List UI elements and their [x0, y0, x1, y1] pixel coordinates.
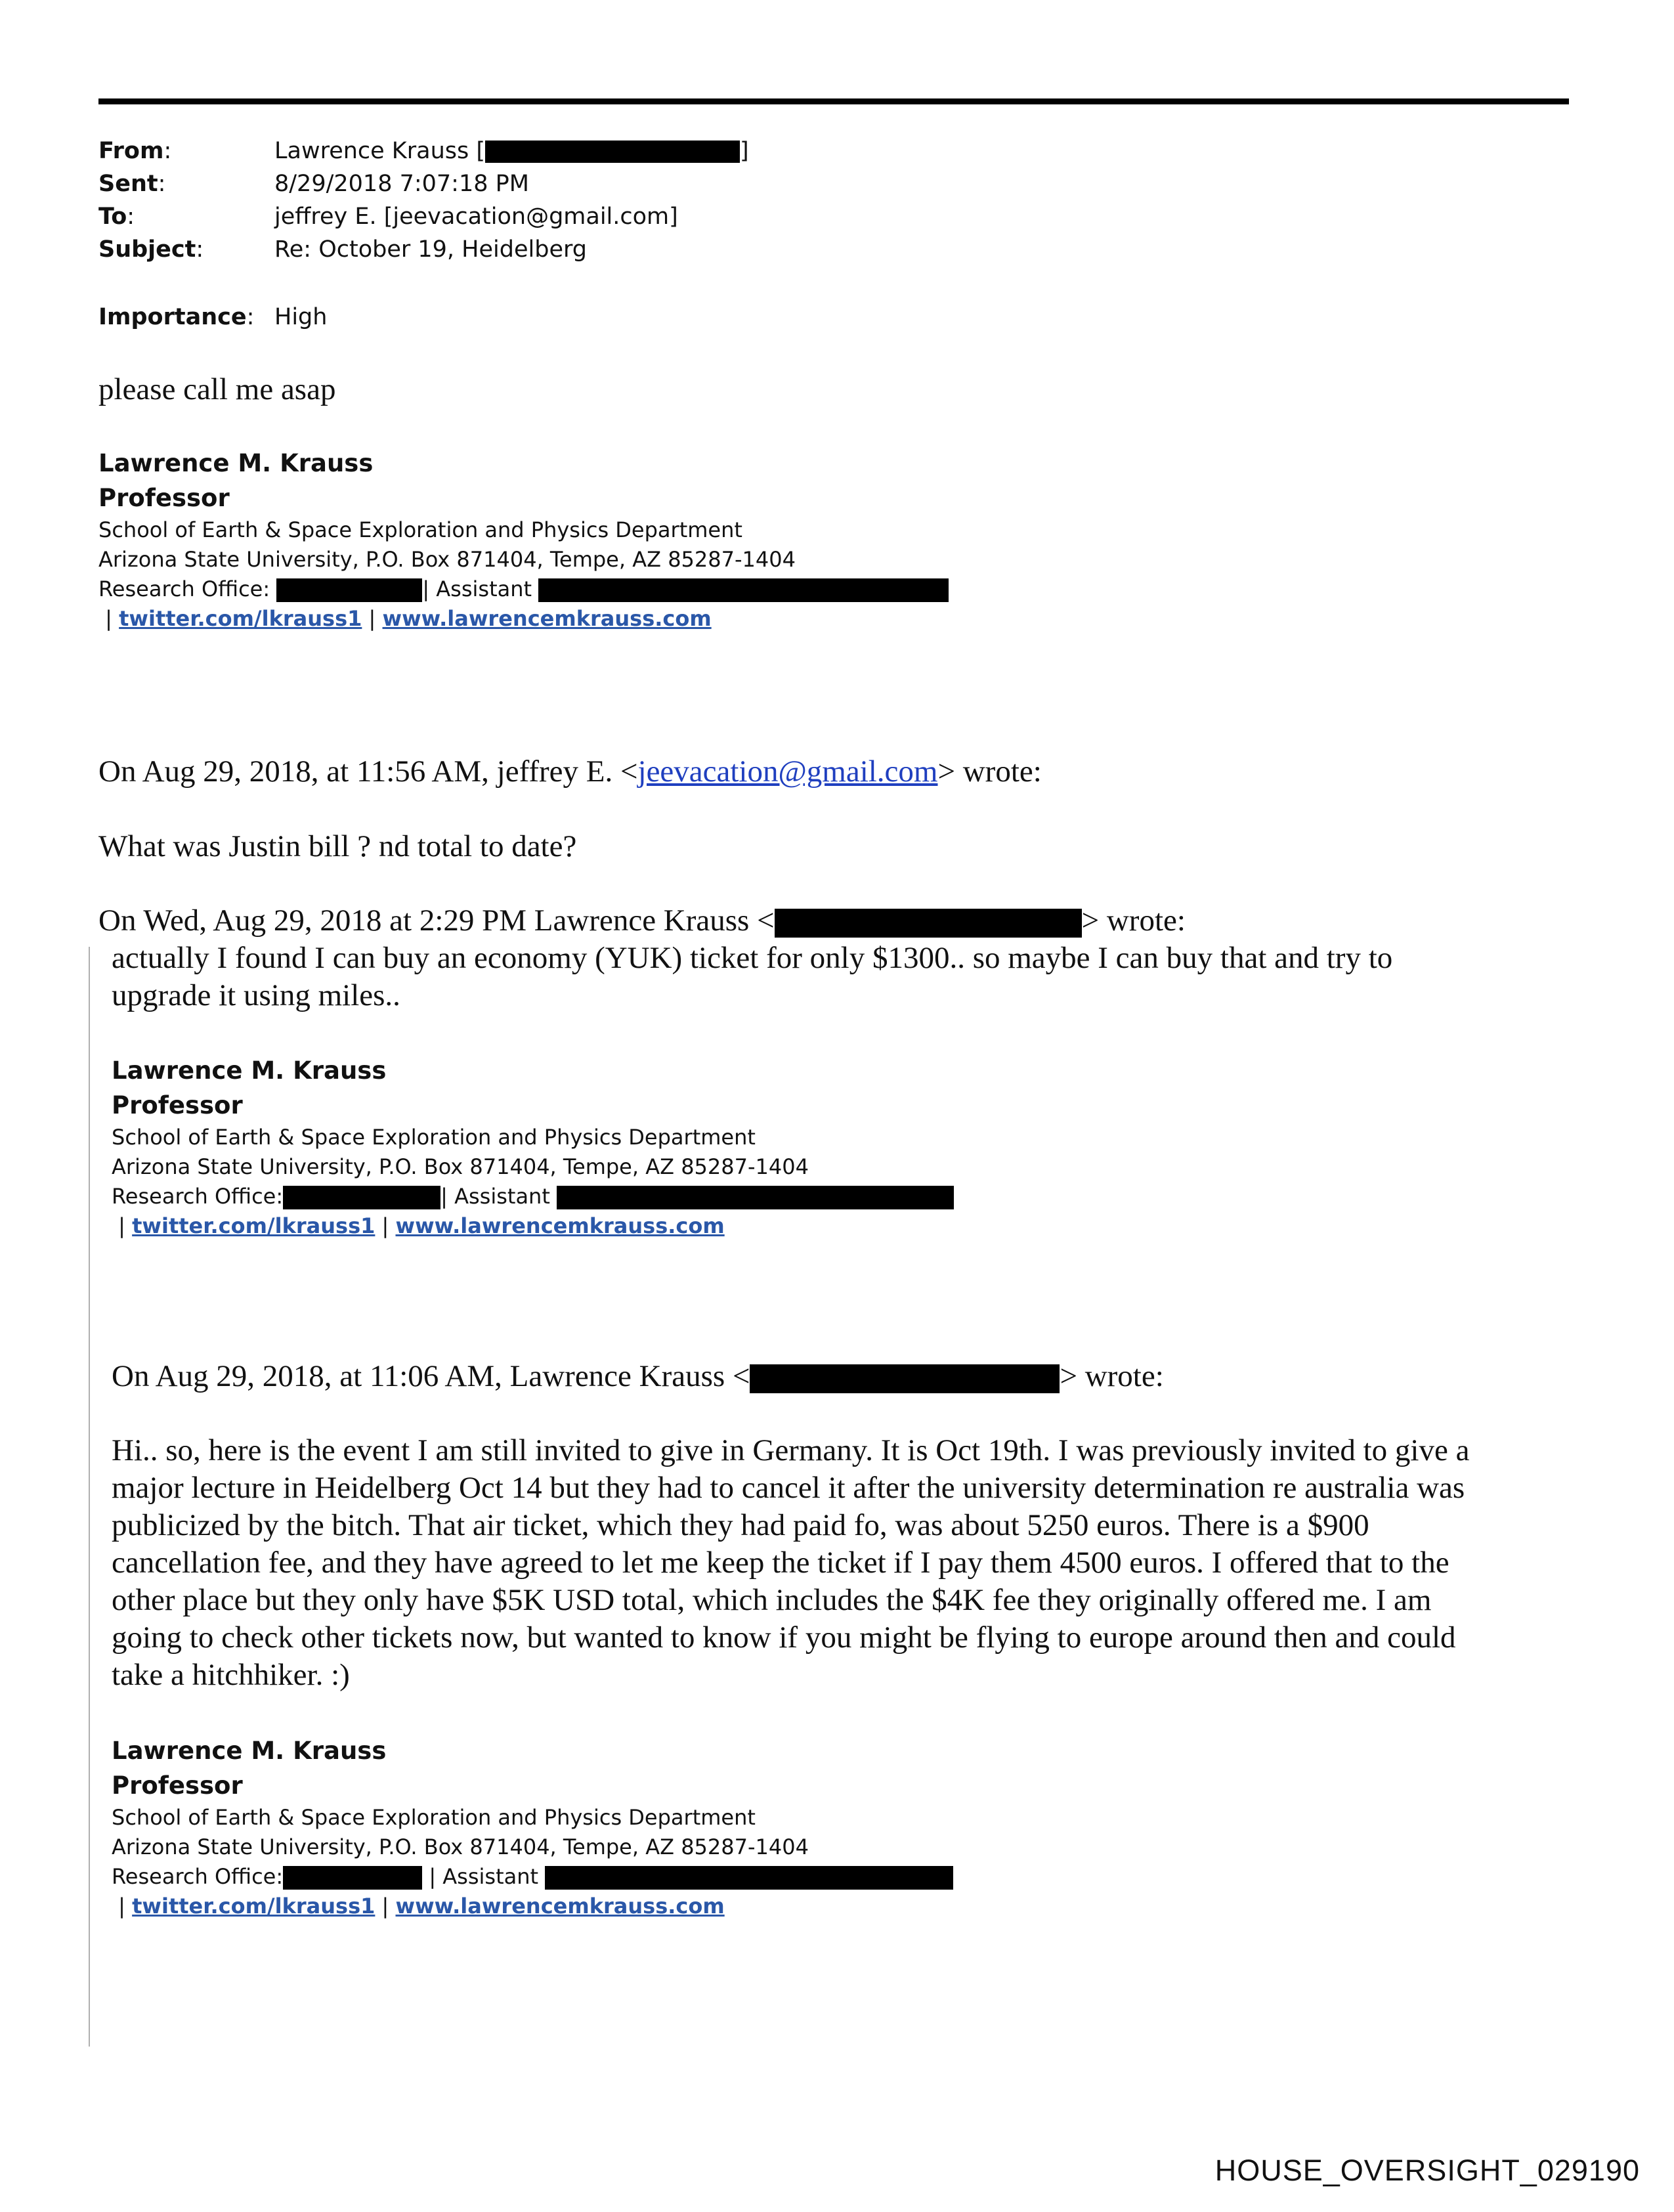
signature-title: Professor [112, 1771, 243, 1800]
assistant-label: | Assistant [429, 1864, 539, 1889]
quote-intro-krauss-2 [112, 1358, 1164, 1395]
research-office-label: Research Office: [112, 1184, 284, 1209]
website-link[interactable]: www.lawrencemkrauss.com [382, 606, 712, 631]
quote-paragraph-line: publicized by the bitch. That air ticket, which they had paid fo, was about 5250 euros. There is a $900 [112, 1508, 1369, 1542]
redaction-box [750, 1364, 1060, 1393]
signature-address: Arizona State University, P.O. Box 871404, Tempe, AZ 85287-1404 [112, 1154, 809, 1179]
quote-intro-jeffrey [98, 753, 1042, 791]
quote-intro-krauss-1 [98, 902, 1186, 940]
quote-paragraph-line: major lecture in Heidelberg Oct 14 but they had to cancel it after the university determination re australia was [112, 1471, 1465, 1505]
website-link[interactable]: www.lawrencemkrauss.com [395, 1213, 725, 1238]
redaction-box [557, 1186, 954, 1209]
link-separator: | [118, 1213, 125, 1238]
signature-links [112, 1892, 953, 1921]
quote-intro-suffix: > wrote: [1060, 1359, 1164, 1393]
quote-paragraph-line: cancellation fee, and they have agreed to let me keep the ticket if I pay them 4500 euros. I offered that to the [112, 1546, 1449, 1580]
redaction-box [283, 1866, 422, 1890]
website-link[interactable]: www.lawrencemkrauss.com [395, 1894, 725, 1919]
quote-paragraph-line: Hi.. so, here is the event I am still invited to give in Germany. It is Oct 19th. I was previously invited to give a [112, 1433, 1470, 1467]
quote-intro-prefix: On Wed, Aug 29, 2018 at 2:29 PM Lawrence Krauss < [98, 903, 775, 938]
to-label: To: [98, 204, 135, 230]
redaction-box [538, 578, 949, 602]
twitter-link[interactable]: twitter.com/lkrauss1 [132, 1894, 376, 1919]
from-value: Lawrence Krauss [ [274, 138, 486, 164]
signature-address: Arizona State University, P.O. Box 871404, Tempe, AZ 85287-1404 [98, 547, 796, 572]
sent-value: 8/29/2018 7:07:18 PM [274, 171, 529, 197]
signature-links [112, 1211, 954, 1241]
quote-intro-prefix: On Aug 29, 2018, at 11:56 AM, jeffrey E. < [98, 754, 638, 789]
importance-label: Importance: [98, 304, 255, 330]
twitter-link[interactable]: twitter.com/lkrauss1 [119, 606, 362, 631]
quote-paragraph-line: going to check other tickets now, but wanted to know if you might be flying to europe around then and could [112, 1620, 1456, 1655]
signature-name: Lawrence M. Krauss [98, 449, 374, 477]
research-office-label: Research Office: [112, 1864, 284, 1889]
quote-paragraph-line: other place but they only have $5K USD total, which includes the $4K fee they originally offered me. I am [112, 1583, 1432, 1617]
signature-name: Lawrence M. Krauss [112, 1737, 387, 1765]
redaction-box [485, 141, 740, 163]
signature-links [98, 604, 949, 634]
importance-value: High [274, 304, 328, 330]
from-close: ] [740, 138, 749, 164]
subject-value: Re: October 19, Heidelberg [274, 236, 587, 263]
signature-block [98, 446, 949, 634]
assistant-label: | Assistant [440, 1184, 550, 1209]
importance-row [98, 301, 327, 334]
signature-block [112, 1053, 954, 1241]
signature-department: School of Earth & Space Exploration and Physics Department [98, 517, 742, 542]
sent-row [98, 167, 529, 200]
research-office-label: Research Office: [98, 576, 270, 601]
link-separator: | [105, 606, 112, 631]
quote-bar [89, 947, 90, 2047]
signature-department: School of Earth & Space Exploration and Physics Department [112, 1125, 756, 1150]
redaction-box [545, 1866, 953, 1890]
quote-paragraph [112, 1432, 1469, 1694]
signature-department: School of Earth & Space Exploration and Physics Department [112, 1805, 756, 1830]
signature-block [112, 1733, 953, 1921]
sent-label: Sent: [98, 171, 166, 197]
quote-intro-prefix: On Aug 29, 2018, at 11:06 AM, Lawrence Krauss < [112, 1359, 750, 1393]
quote-body-line: actually I found I can buy an economy (YUK) ticket for only $1300.. so maybe I can buy that and try to [112, 941, 1393, 975]
quote-intro-suffix: > wrote: [1081, 903, 1186, 938]
link-separator: | [381, 1213, 389, 1238]
bates-number: HOUSE_OVERSIGHT_029190 [1214, 2154, 1640, 2187]
to-value: jeffrey E. [jeevacation@gmail.com] [274, 204, 678, 230]
link-separator: | [381, 1894, 389, 1919]
signature-address: Arizona State University, P.O. Box 871404, Tempe, AZ 85287-1404 [112, 1834, 809, 1859]
quote-body-jeffrey: What was Justin bill ? nd total to date? [98, 829, 577, 863]
signature-name: Lawrence M. Krauss [112, 1056, 387, 1085]
link-separator: | [368, 606, 376, 631]
header-rule [98, 98, 1569, 104]
redaction-box [775, 909, 1082, 938]
signature-title: Professor [112, 1091, 243, 1119]
signature-office-row [98, 575, 949, 604]
quote-body-line: upgrade it using miles.. [112, 978, 400, 1012]
signature-title: Professor [98, 484, 230, 512]
message-body: please call me asap [98, 372, 336, 406]
twitter-link[interactable]: twitter.com/lkrauss1 [132, 1213, 376, 1238]
to-row [98, 200, 678, 233]
redaction-box [276, 578, 422, 602]
quote-paragraph-line: take a hitchhiker. :) [112, 1658, 350, 1692]
signature-office-row [112, 1182, 954, 1211]
redaction-box [283, 1186, 440, 1209]
assistant-label: | Assistant [422, 576, 532, 601]
from-row [98, 135, 749, 167]
quote-intro-suffix: > wrote: [937, 754, 1042, 789]
email-link[interactable]: jeevacation@gmail.com [637, 754, 938, 789]
signature-office-row [112, 1862, 953, 1892]
subject-label: Subject: [98, 236, 204, 263]
from-label: From: [98, 138, 172, 164]
subject-row [98, 233, 587, 266]
link-separator: | [118, 1894, 125, 1919]
